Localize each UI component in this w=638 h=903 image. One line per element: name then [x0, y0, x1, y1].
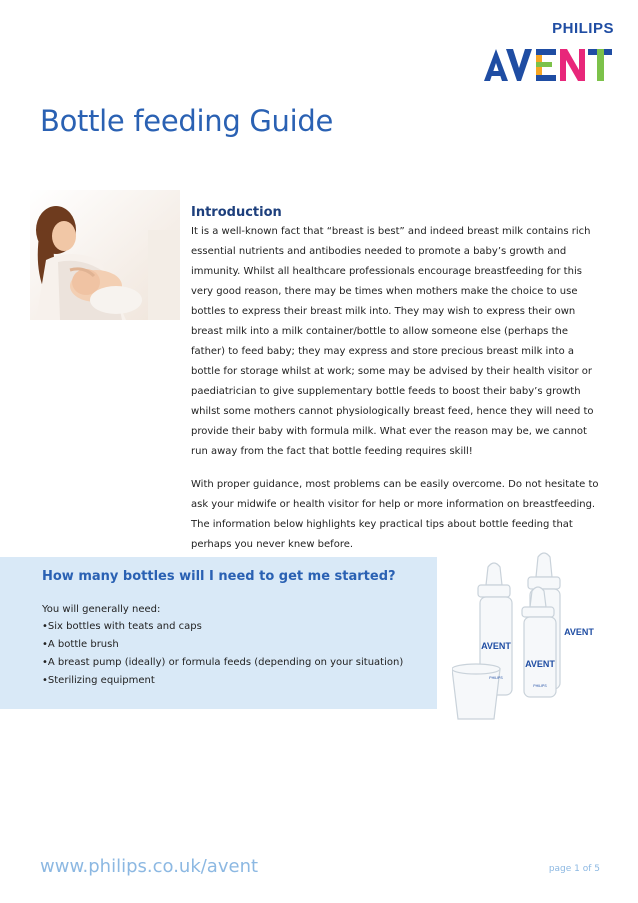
avent-logo-icon: [484, 48, 612, 82]
introduction-paragraph: It is a well-known fact that “breast is best” and indeed breast milk contains rich essential nutrients and antibodies needed to promote a baby’s growth and immunity. Whilst all healthcare professionals encourage breastfeeding for this very good reason, there may be times when mothers make the choice to use bottles to express their breast milk into. They may wish to express their own breast milk into a milk container/bottle to allow someone else (perhaps the father) to feed baby; they may express and store precious breast milk into a bottle for storage whilst at work; some may be advised by their health visitor or paediatrician to give supplementary bottle feeds to boost their baby’s growth whilst some mothers cannot physiologically breast feed, hence they will need to provide their baby with formula milk. What ever the reason may be, we cannot run away from the fact that bottle feeding requires skill!: [191, 226, 594, 457]
list-item: • Six bottles with teats and caps: [42, 618, 403, 636]
bottle-brand-label: AVENT: [525, 659, 555, 669]
avent-bottles-image: [452, 547, 612, 727]
philips-wordmark: PHILIPS: [552, 20, 614, 37]
bottles-needed-list: [42, 618, 403, 690]
introduction-section: [191, 205, 601, 555]
bottle-brand-label: AVENT: [481, 641, 511, 651]
page-title: Bottle feeding Guide: [40, 104, 334, 138]
page-number: page 1 of 5: [548, 864, 600, 874]
list-item: • Sterilizing equipment: [42, 672, 403, 690]
bottles-needed-panel: [0, 557, 437, 709]
philips-avent-logo: [484, 20, 614, 82]
bottle-sub-label: PHILIPS: [533, 684, 547, 688]
bottles-needed-heading: How many bottles will I need to get me started?: [42, 569, 396, 584]
footer-url: www.philips.co.uk/avent: [40, 856, 259, 877]
bottles-needed-lead: You will generally need:: [42, 604, 161, 615]
introduction-heading: Introduction: [191, 205, 282, 220]
list-item: • A bottle brush: [42, 636, 403, 654]
bottle-sub-label: PHILIPS: [489, 676, 503, 680]
introduction-paragraph: With proper guidance, most problems can be easily overcome. Do not hesitate to ask your midwife or health visitor for help or more information on breastfeeding. The information below highlights key practical tips about bottle feeding that perhaps you never knew before.: [191, 479, 599, 550]
mother-breastfeeding-photo: [30, 190, 180, 320]
bottle-brand-label: AVENT: [564, 627, 594, 637]
list-item: • A breast pump (ideally) or formula feeds (depending on your situation): [42, 654, 403, 672]
